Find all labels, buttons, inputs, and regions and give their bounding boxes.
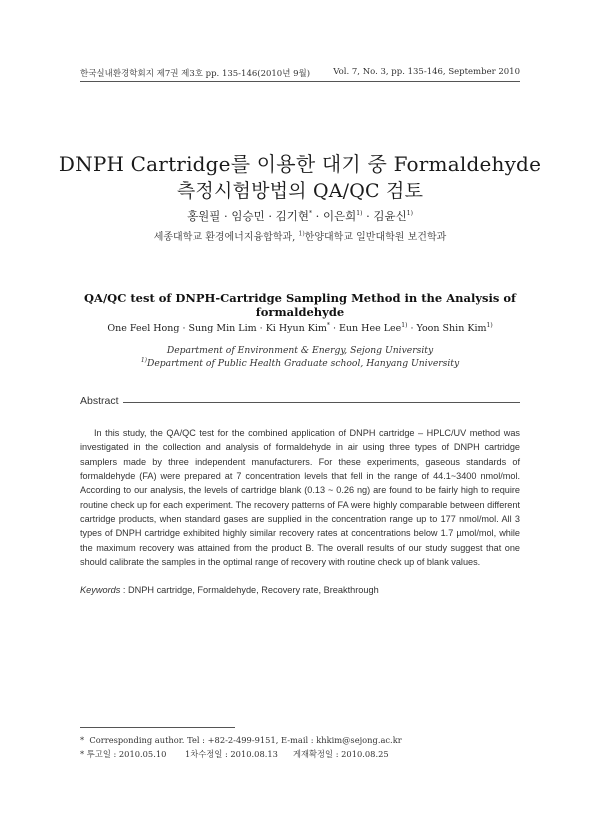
author-separator: · [256, 323, 266, 334]
english-author-5: Yoon Shin Kim [416, 323, 487, 334]
korean-affiliation [40, 228, 560, 243]
affiliation-mark: 1) [298, 230, 305, 238]
received-date: * 투고일 : 2010.05.10 [80, 749, 167, 759]
korean-affiliation-1: 세종대학교 환경에너지융합학과, [153, 232, 299, 243]
journal-header-korean: 한국실내환경학회지 제7권 제3호 pp. 135-146(2010년 9월) [80, 69, 311, 79]
english-affiliation-2 [40, 358, 560, 369]
author-separator: · [311, 209, 323, 223]
korean-affiliation-2: 한양대학교 일반대학원 보건학과 [304, 232, 447, 243]
english-authors [40, 323, 560, 334]
affiliation-mark: 1) [401, 321, 408, 329]
author-separator: · [362, 209, 374, 223]
revised-date: 1차수정일 : 2010.08.13 [185, 749, 278, 759]
accepted-date: 게재확정일 : 2010.08.25 [293, 749, 389, 759]
english-author-2: Sung Min Lim [188, 323, 257, 334]
korean-authors [40, 208, 560, 224]
corresponding-mark: * [308, 210, 312, 218]
author-separator: · [407, 323, 417, 334]
header-divider [80, 81, 520, 82]
dates-footnote [80, 748, 389, 788]
english-affiliation-2-text: Department of Public Health Graduate school, Hanyang University [146, 358, 460, 369]
corresponding-mark: * [326, 321, 330, 329]
author-separator: · [179, 323, 189, 334]
keywords-text: : DNPH cartridge, Formaldehyde, Recovery rate, Breakthrough [120, 585, 379, 595]
affiliation-mark: 1) [140, 356, 147, 364]
author-separator: · [329, 323, 339, 334]
affiliation-mark: 1) [356, 210, 363, 218]
abstract-rule [123, 402, 520, 403]
english-author-3: Ki Hyun Kim [265, 323, 327, 334]
affiliation-mark: 1) [486, 321, 493, 329]
keywords-label: Keywords [80, 585, 121, 595]
english-author-1: One Feel Hong [107, 323, 180, 334]
author-separator: · [220, 209, 232, 223]
affiliation-mark: 1) [406, 210, 413, 218]
korean-author-4: 이은희 [322, 209, 357, 223]
korean-title-line-2: 측정시험방법의 QA/QC 검토 [176, 180, 424, 202]
abstract-body: In this study, the QA/QC test for the combined application of DNPH cartridge – HPLC/UV method was investigated in the collection and analysis of formaldehyde in air using three types of DNPH cartridge samplers made by three independent manufacturers. For these experiments, gaseous standards of formaldehyde (FA) were prepared at 7 concentration levels that fell in the range of 44.1~3400 nmol/mol. According to our analysis, the levels of cartridge blank (0.13 ~ 0.26 ng) are found to be fairly high to require routine check up for each experiment. The recovery patterns of FA were highly comparable between different cartridge products, when standard gases are supplied in the concentration range up to 177 nmol/mol. All 3 types of DNPH cartridge exhibited highly similar recovery rates at concentrations below 1.7 µmol/mol, while the maximum recovery was attained from the product B. The overall results of our study suggest that one should calibrate the samples in the optimal range of recovery with routine check up of blank values. [80, 428, 520, 568]
english-affiliation-1: Department of Environment & Energy, Sejong University [166, 345, 434, 356]
keywords [80, 585, 520, 595]
korean-author-3: 김기현 [275, 209, 309, 223]
korean-title-line-1: DNPH Cartridge를 이용한 대기 중 Formaldehyde [58, 152, 542, 176]
english-author-4: Eun Hee Lee [338, 323, 402, 334]
korean-author-1: 홍원필 [187, 209, 221, 223]
english-title: QA/QC test of DNPH-Cartridge Sampling Method in the Analysis of formaldehyde [84, 291, 516, 319]
author-separator: · [264, 209, 276, 223]
journal-header-english: Vol. 7, No. 3, pp. 135-146, September 2010 [333, 67, 520, 77]
footnote-divider [80, 727, 235, 728]
abstract-heading-row [80, 395, 520, 407]
korean-author-2: 임승민 [231, 209, 265, 223]
corresponding-author-footnote: * Corresponding author. Tel : +82-2-499-9151, E-mail : khkim@sejong.ac.kr [80, 735, 402, 745]
korean-author-5: 김윤신 [373, 209, 407, 223]
abstract-heading: Abstract [80, 395, 119, 407]
